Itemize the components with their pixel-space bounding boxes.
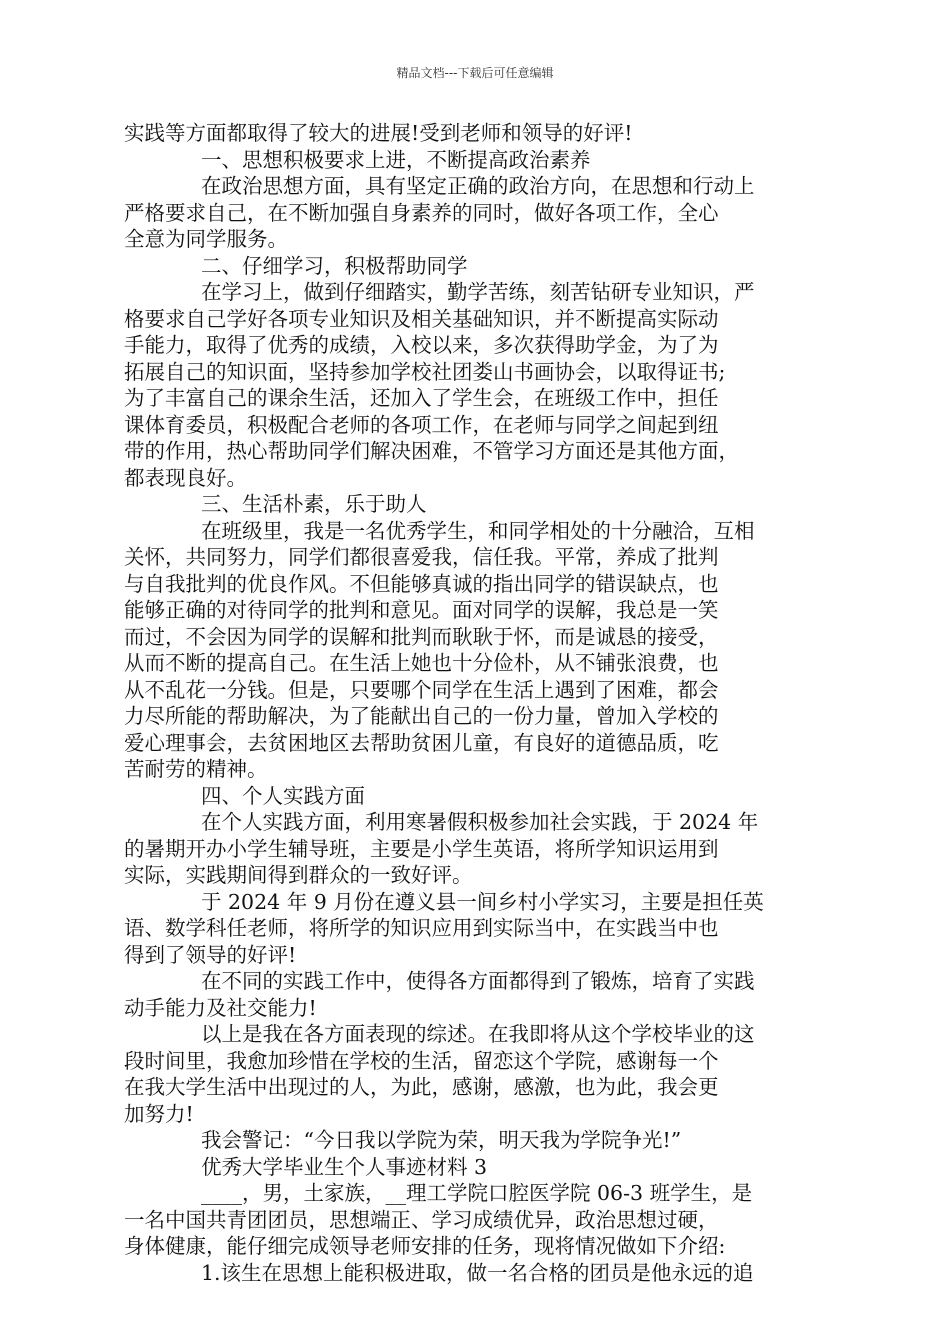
text-line: 一名中国共青团团员，思想端正、学习成绩优异，政治思想过硬， (124, 1207, 719, 1232)
text-line: 关怀，共同努力，同学们都很喜爱我，信任我。平常，养成了批判 (124, 545, 719, 569)
text-line: 1.该生在思想上能积极进取，做一名合格的团员是他永远的追 (201, 1260, 754, 1285)
text-line: 四、个人实践方面 (201, 783, 365, 808)
text-line: 严格要求自己，在不断加强自身素养的同时，做好各项工作，全心 (124, 200, 719, 225)
text-line: 实践等方面都取得了较大的进展!受到老师和领导的好评! (124, 121, 633, 145)
text-line: 身体健康，能仔细完成领导老师安排的任务，现将情况做如下介绍: (124, 1234, 726, 1258)
text-line: 的暑期开办小学生辅导班，主要是小学生英语，将所学知识运用到 (124, 836, 719, 861)
text-line: 以上是我在各方面表现的综述。在我即将从这个学校毕业的这 (201, 1022, 755, 1046)
text-line: 都表现良好。 (124, 465, 247, 490)
text-line: 一、思想积极要求上进，不断提高政治素养 (201, 147, 591, 172)
text-line: 全意为同学服务。 (124, 227, 288, 251)
text-line: 与自我批判的优良作风。不但能够真诚的指出同学的错误缺点，也 (124, 571, 719, 596)
text-line: 语、数学科任老师，将所学的知识应用到实际当中，在实践当中也 (124, 916, 719, 940)
text-line: 加努力! (124, 1101, 194, 1126)
text-line: 在我大学生活中出现过的人，为此，感谢，感激，也为此，我会更 (124, 1075, 719, 1099)
text-line: 而过，不会因为同学的误解和批判而耿耿于怀，而是诚恳的接受， (124, 624, 719, 649)
text-line: 格要求自己学好各项专业知识及相关基础知识，并不断提高实际动 (124, 306, 719, 331)
text-line: 优秀大学毕业生个人事迹材料 3 (201, 1154, 488, 1179)
text-line: 于 2024 年 9 月份在遵义县一间乡村小学实习，主要是担任英 (201, 889, 764, 914)
text-line: 能够正确的对待同学的批判和意见。面对同学的误解，我总是一笑 (124, 598, 719, 622)
text-line: 苦耐劳的精神。 (124, 757, 268, 781)
text-line: 得到了领导的好评! (124, 942, 297, 967)
text-line: 实际，实践期间得到群众的一致好评。 (124, 863, 473, 887)
text-line: 爱心理事会，去贫困地区去帮助贫困儿童，有良好的道德品质，吃 (124, 730, 719, 755)
text-line: 为了丰富自己的课余生活，还加入了学生会，在班级工作中，担任 (124, 386, 719, 410)
text-line: 在班级里，我是一名优秀学生，和同学相处的十分融洽，互相 (201, 518, 755, 543)
text-line: 手能力，取得了优秀的成绩，入校以来，多次获得助学金，为了为 (124, 333, 719, 357)
text-line: 拓展自己的知识面，坚持参加学校社团娄山书画协会，以取得证书; (124, 359, 726, 384)
text-line: 力尽所能的帮助解决，为了能献出自己的一份力量，曾加入学校的 (124, 704, 719, 728)
text-line: 从而不断的提高自己。在生活上她也十分俭朴，从不铺张浪费，也 (124, 651, 719, 675)
text-line: 在个人实践方面，利用寒暑假积极参加社会实践，于 2024 年 (201, 810, 759, 834)
text-line: 我会警记：“今日我以学院为荣，明天我为学院争光!” (201, 1128, 682, 1152)
text-line: 在政治思想方面，具有坚定正确的政治方向，在思想和行动上 (201, 174, 755, 198)
text-line: 在不同的实践工作中，使得各方面都得到了锻炼，培育了实践 (201, 969, 755, 993)
text-line: 在学习上，做到仔细踏实，勤学苦练，刻苦钻研专业知识，严 (201, 280, 755, 304)
header-note: 精品文档---下载后可任意编辑 (396, 66, 554, 80)
document-body (124, 120, 830, 1286)
text-line: 从不乱花一分钱。但是，只要哪个同学在生活上遇到了困难，都会 (124, 677, 719, 702)
text-line: 段时间里，我愈加珍惜在学校的生活，留恋这个学院，感谢每一个 (124, 1048, 719, 1073)
text-line: 三、生活朴素，乐于助人 (201, 492, 427, 516)
text-line: ____，男，土家族，__理工学院口腔医学院 06-3 班学生，是 (201, 1181, 753, 1205)
text-line: 课体育委员，积极配合老师的各项工作，在老师与同学之间起到纽 (124, 412, 719, 437)
text-line: 带的作用，热心帮助同学们解决困难，不管学习方面还是其他方面， (124, 439, 739, 463)
text-line: 动手能力及社交能力! (124, 995, 317, 1020)
text-line: 二、仔细学习，积极帮助同学 (201, 253, 468, 278)
